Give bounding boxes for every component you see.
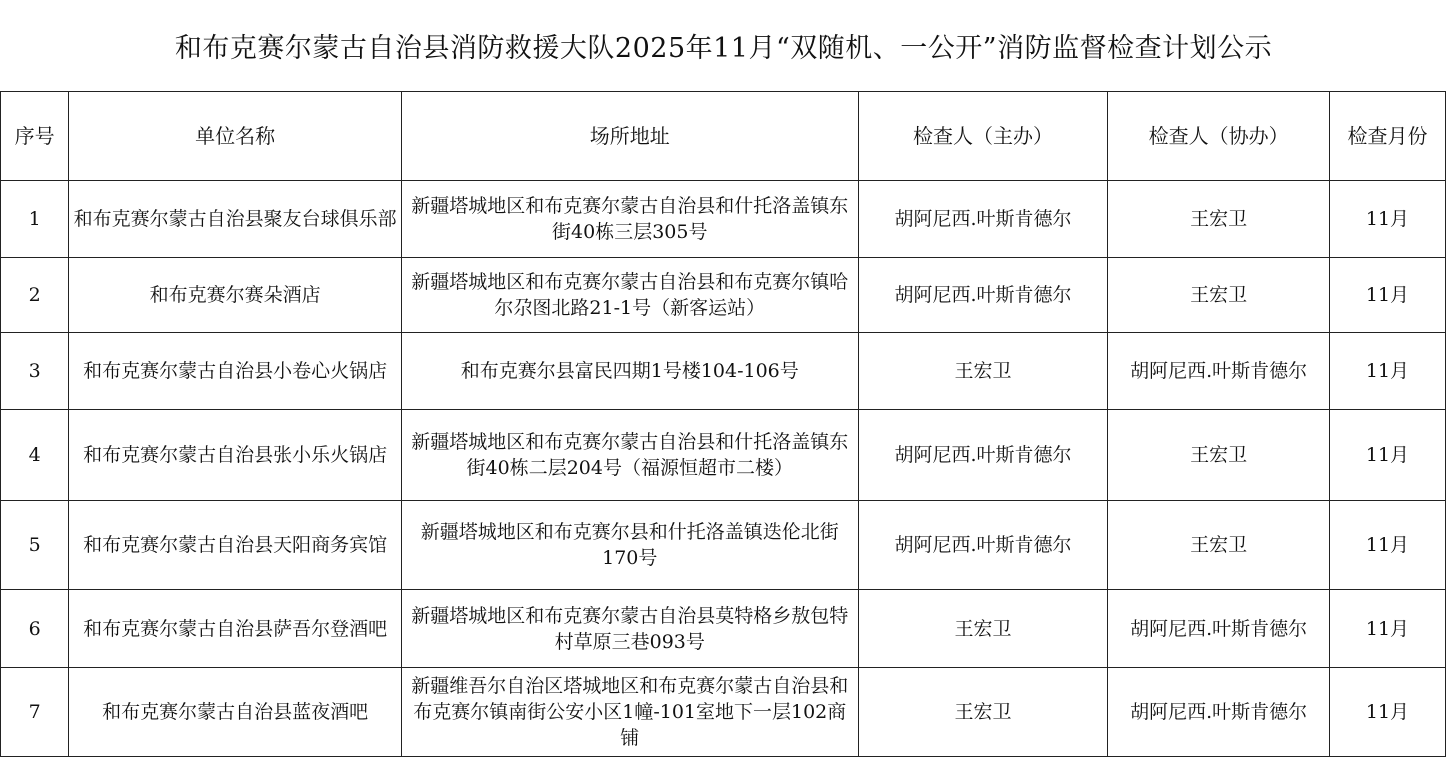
cell-inspector-assist: 王宏卫 [1108,410,1330,501]
table-row [1,590,1446,668]
cell-seq: 5 [1,501,69,590]
header-inspector-main: 检查人（主办） [858,92,1108,181]
cell-unit: 和布克赛尔蒙古自治县天阳商务宾馆 [69,501,402,590]
cell-address: 新疆塔城地区和布克赛尔蒙古自治县莫特格乡敖包特村草原三巷093号 [401,590,858,668]
header-address: 场所地址 [401,92,858,181]
cell-unit: 和布克赛尔蒙古自治县萨吾尔登酒吧 [69,590,402,668]
cell-unit: 和布克赛尔蒙古自治县小卷心火锅店 [69,333,402,410]
cell-month: 11月 [1329,258,1445,333]
table-row [1,410,1446,501]
cell-inspector-assist: 王宏卫 [1108,181,1330,258]
table-row [1,258,1446,333]
cell-inspector-assist: 王宏卫 [1108,258,1330,333]
cell-unit: 和布克赛尔赛朵酒店 [69,258,402,333]
header-unit: 单位名称 [69,92,402,181]
cell-address: 新疆塔城地区和布克赛尔蒙古自治县和布克赛尔镇哈尔尕图北路21-1号（新客运站） [401,258,858,333]
table-header-row [1,92,1446,181]
cell-seq: 6 [1,590,69,668]
cell-unit: 和布克赛尔蒙古自治县聚友台球俱乐部 [69,181,402,258]
cell-address: 和布克赛尔县富民四期1号楼104-106号 [401,333,858,410]
cell-inspector-main: 胡阿尼西.叶斯肯德尔 [858,501,1108,590]
cell-inspector-main: 胡阿尼西.叶斯肯德尔 [858,410,1108,501]
table-row [1,181,1446,258]
cell-inspector-main: 王宏卫 [858,668,1108,757]
cell-unit: 和布克赛尔蒙古自治县张小乐火锅店 [69,410,402,501]
inspection-plan-table [0,91,1446,757]
cell-seq: 7 [1,668,69,757]
header-month: 检查月份 [1329,92,1445,181]
cell-inspector-main: 王宏卫 [858,333,1108,410]
cell-month: 11月 [1329,501,1445,590]
cell-month: 11月 [1329,181,1445,258]
cell-inspector-assist: 胡阿尼西.叶斯肯德尔 [1108,668,1330,757]
header-inspector-assist: 检查人（协办） [1108,92,1330,181]
cell-month: 11月 [1329,410,1445,501]
cell-month: 11月 [1329,668,1445,757]
page-title: 和布克赛尔蒙古自治县消防救援大队2025年11月“双随机、一公开”消防监督检查计划公示 [174,33,1273,64]
cell-inspector-main: 王宏卫 [858,590,1108,668]
cell-seq: 1 [1,181,69,258]
cell-address: 新疆塔城地区和布克赛尔蒙古自治县和什托洛盖镇东街40栋三层305号 [401,181,858,258]
cell-address: 新疆塔城地区和布克赛尔县和什托洛盖镇迭伦北街170号 [401,501,858,590]
cell-inspector-assist: 胡阿尼西.叶斯肯德尔 [1108,590,1330,668]
cell-seq: 2 [1,258,69,333]
table-row [1,668,1446,757]
cell-month: 11月 [1329,590,1445,668]
cell-unit: 和布克赛尔蒙古自治县蓝夜酒吧 [69,668,402,757]
cell-month: 11月 [1329,333,1445,410]
cell-seq: 3 [1,333,69,410]
cell-seq: 4 [1,410,69,501]
table-row [1,333,1446,410]
cell-address: 新疆维吾尔自治区塔城地区和布克赛尔蒙古自治县和布克赛尔镇南街公安小区1幢-101室地下一层102商铺 [401,668,858,757]
cell-inspector-assist: 胡阿尼西.叶斯肯德尔 [1108,333,1330,410]
cell-address: 新疆塔城地区和布克赛尔蒙古自治县和什托洛盖镇东街40栋二层204号（福源恒超市二楼） [401,410,858,501]
cell-inspector-main: 胡阿尼西.叶斯肯德尔 [858,258,1108,333]
table-row [1,501,1446,590]
cell-inspector-assist: 王宏卫 [1108,501,1330,590]
header-seq: 序号 [1,92,69,181]
cell-inspector-main: 胡阿尼西.叶斯肯德尔 [858,181,1108,258]
